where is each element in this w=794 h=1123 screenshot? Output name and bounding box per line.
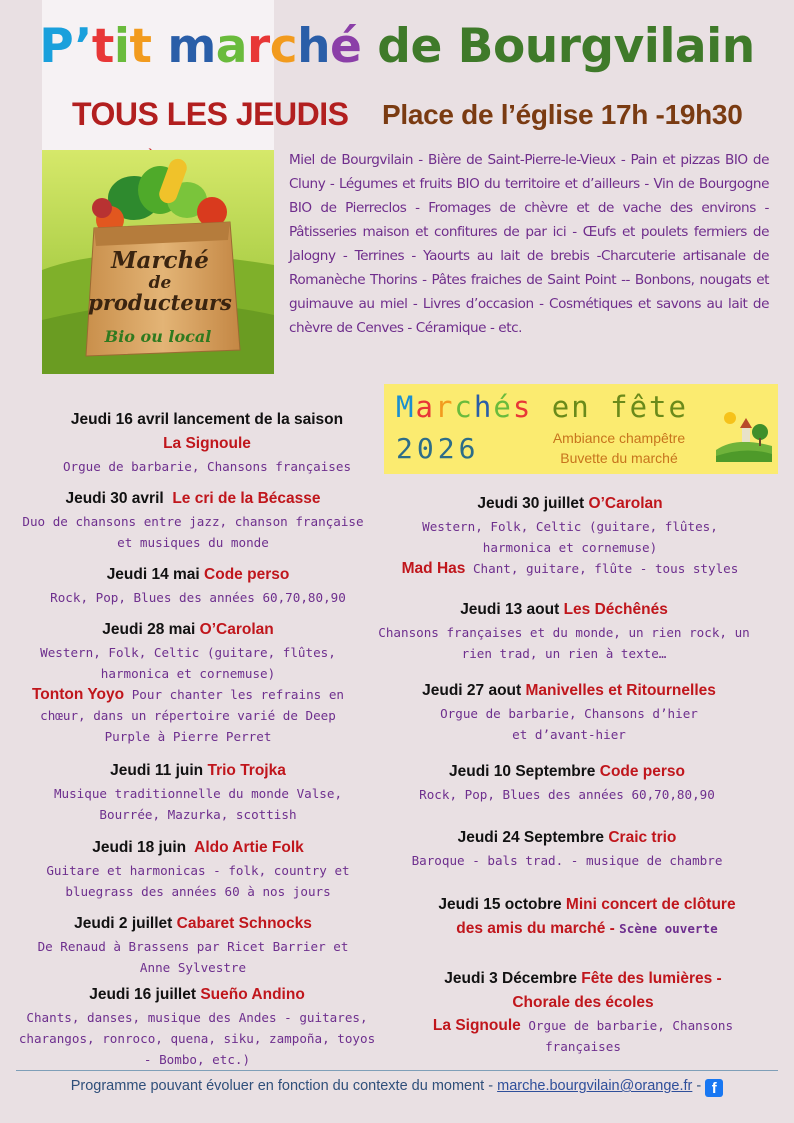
fete-title xyxy=(396,390,688,424)
event-description: Western, Folk, Celtic (guitare, flûtes, harmonica et cornemuse) xyxy=(40,645,336,681)
event-artist: O’Carolan xyxy=(199,621,274,638)
event-date: Jeudi 15 octobre xyxy=(438,896,562,913)
event-guest-description: Orgue de barbarie, Chansons françaises xyxy=(520,1018,734,1054)
event-artist: O’Carolan xyxy=(588,495,663,512)
event-date: Jeudi 27 aout xyxy=(422,682,522,699)
event-artist: Sueño Andino xyxy=(200,986,305,1003)
event-guest-artist: Tonton Yoyo xyxy=(31,686,125,703)
event-date: Jeudi 24 Septembre xyxy=(457,829,605,846)
footer-text: Programme pouvant évoluer en fonction du contexte du moment - xyxy=(70,1078,498,1094)
email-link[interactable]: marche.bourgvilain@orange.fr xyxy=(497,1078,693,1094)
event-date: Jeudi 18 juin xyxy=(92,839,187,856)
page-title xyxy=(0,14,794,80)
event-date: Jeudi 30 avril xyxy=(65,490,164,507)
fete-buvette: Buvette du marché xyxy=(560,450,678,466)
market-bag-illustration xyxy=(42,150,274,374)
event-28-mai xyxy=(20,618,356,747)
event-artist: Code perso xyxy=(599,763,686,780)
event-description: Scène ouverte xyxy=(619,921,718,936)
fete-ambiance: Ambiance champêtre xyxy=(552,430,686,446)
event-27-aout xyxy=(376,679,762,745)
title-part: de Bourgvilain xyxy=(361,19,755,74)
event-date: Jeudi 2 juillet xyxy=(74,915,173,932)
event-date: Jeudi 30 juillet xyxy=(477,495,585,512)
event-description: De Renaud à Brassens par Ricet Barrier et Anne Sylvestre xyxy=(37,939,349,975)
event-date: Jeudi 3 Décembre xyxy=(444,970,577,987)
fete-title-part: r xyxy=(434,390,455,424)
event-date: Jeudi 14 mai xyxy=(106,566,200,583)
footer xyxy=(0,1078,794,1097)
bag-line1: Marché xyxy=(111,247,209,274)
event-artist: Trio Trojka xyxy=(207,762,286,779)
event-guest xyxy=(376,558,764,579)
event-3-decembre xyxy=(396,967,770,1057)
bag-line3: producteurs xyxy=(88,290,232,315)
event-artist: Code perso xyxy=(204,566,290,583)
title-part: i xyxy=(113,19,130,74)
event-24-septembre xyxy=(386,826,748,871)
event-description: Rock, Pop, Blues des années 60,70,80,90 xyxy=(50,590,346,605)
event-guest-description: Chant, guitare, flûte - tous styles xyxy=(465,561,739,576)
bag-line4: Bio ou local xyxy=(104,327,212,346)
event-description: Guitare et harmonicas - folk, country et bluegrass des années 60 à nos jours xyxy=(46,863,350,899)
market-bag-icon xyxy=(42,150,274,374)
title-part: é xyxy=(330,19,362,74)
title-part: a xyxy=(215,19,248,74)
fete-title-part: é xyxy=(493,390,513,424)
title-part: m xyxy=(167,19,216,74)
event-description: Baroque - bals trad. - musique de chambre xyxy=(411,853,723,868)
event-description: Western, Folk, Celtic (guitare, flûtes, harmonica et cornemuse) xyxy=(422,519,718,555)
event-artist-cont: Chorale des écoles xyxy=(512,994,654,1011)
event-date: Jeudi 28 mai xyxy=(102,621,196,638)
event-artist: Fête des lumières - xyxy=(581,970,722,987)
event-artist-cont: des amis du marché - xyxy=(456,920,620,937)
title-part: r xyxy=(247,19,270,74)
event-30-juillet xyxy=(376,492,764,579)
event-date: Jeudi 13 aout xyxy=(460,601,560,618)
footer-divider xyxy=(16,1070,778,1071)
bag-line2: de xyxy=(148,273,172,293)
event-artist: Manivelles et Ritournelles xyxy=(525,682,716,699)
products-list: Miel de Bourgvilain - Bière de Saint-Pierre-le-Vieux - Pain et pizzas BIO de Cluny - Légumes et fruits BIO du territoire et d’ailleurs - Vin de Bourgogne BIO de Pierreclos - Fromages de chèvre et de vache des environs - Pâtisseries maison et confitures de par ici - Œufs et poulets fermiers de Jalogny - Terrines - Yaourts au lait de brebis -Charcuterie artisanale de Romanèche Thorins - Pâtes fraiches de Saint Point -- Bonbons, nougats et guimauve au miel - Livres d’occasion - Cosmétiques et savons au lait de chèvre de Cenves - Céramique - etc. xyxy=(289,152,769,336)
event-14-mai xyxy=(20,563,376,608)
event-18-juin xyxy=(20,836,376,902)
event-11-juin xyxy=(30,759,366,825)
title-part: t xyxy=(91,19,114,74)
event-10-septembre xyxy=(386,760,748,805)
event-artist: Mini concert de clôture xyxy=(565,896,736,913)
event-description: Musique traditionnelle du monde Valse, Bourrée, Mazurka, scottish xyxy=(53,786,343,822)
title-part: t xyxy=(129,19,168,74)
fete-year: 2026 xyxy=(396,432,480,465)
event-artist: Craic trio xyxy=(608,829,677,846)
schedule-days: TOUS LES JEUDIS xyxy=(72,96,349,132)
fete-title-part: en fête xyxy=(532,390,688,424)
event-artist: Les Déchênés xyxy=(563,601,668,618)
facebook-icon[interactable]: f xyxy=(705,1079,723,1097)
event-30-avril xyxy=(20,487,366,553)
event-artist: Le cri de la Bécasse xyxy=(172,490,321,507)
event-artist: Cabaret Schnocks xyxy=(176,915,312,932)
event-description: Rock, Pop, Blues des années 60,70,80,90 xyxy=(419,787,715,802)
event-date: Jeudi 16 avril lancement de la saison xyxy=(70,411,344,428)
event-artist: La Signoule xyxy=(163,435,251,452)
event-15-octobre xyxy=(396,893,778,941)
event-guest xyxy=(20,684,356,747)
event-13-aout xyxy=(376,598,752,664)
event-guest-artist: Mad Has xyxy=(401,560,466,577)
fete-title-part: M xyxy=(396,390,416,424)
marches-en-fete-box xyxy=(384,384,778,474)
title-part: c xyxy=(269,19,298,74)
event-guest-description: Pour chanter les refrains en chœur, dans un répertoire varié de Deep Purple à Pierre Perret xyxy=(40,687,344,744)
title-part: P xyxy=(39,19,75,74)
event-description: Chansons françaises et du monde, un rien rock, un rien trad, un rien à texte… xyxy=(378,625,750,661)
location-time: Place de l’église 17h -19h30 xyxy=(382,99,743,130)
fete-title-part: a xyxy=(415,390,435,424)
village-landscape-icon xyxy=(716,406,772,462)
event-guest-artist: La Signoule xyxy=(432,1017,521,1034)
fete-title-part: c xyxy=(454,390,474,424)
event-16-juillet xyxy=(14,983,380,1070)
event-date: Jeudi 16 juillet xyxy=(89,986,197,1003)
event-16-avril xyxy=(20,408,394,477)
event-date: Jeudi 11 juin xyxy=(110,762,204,779)
event-artist: Aldo Artie Folk xyxy=(194,839,304,856)
fete-title-part: s xyxy=(512,390,533,424)
event-guest xyxy=(396,1015,770,1057)
event-description: Orgue de barbarie, Chansons d’hier et d’avant-hier xyxy=(440,706,698,742)
title-part: h xyxy=(297,19,331,74)
event-description: Duo de chansons entre jazz, chanson française et musiques du monde xyxy=(22,514,364,550)
event-description: Orgue de barbarie, Chansons françaises xyxy=(62,459,352,474)
event-description: Chants, danses, musique des Andes - guitares, charangos, ronroco, quena, siku, zampoña, toyos - Bombo, etc.) xyxy=(18,1010,376,1067)
event-2-juillet xyxy=(20,912,366,978)
event-date: Jeudi 10 Septembre xyxy=(448,763,596,780)
fete-title-part: h xyxy=(473,390,494,424)
title-part: ’ xyxy=(74,19,92,74)
footer-separator: - xyxy=(692,1078,706,1094)
